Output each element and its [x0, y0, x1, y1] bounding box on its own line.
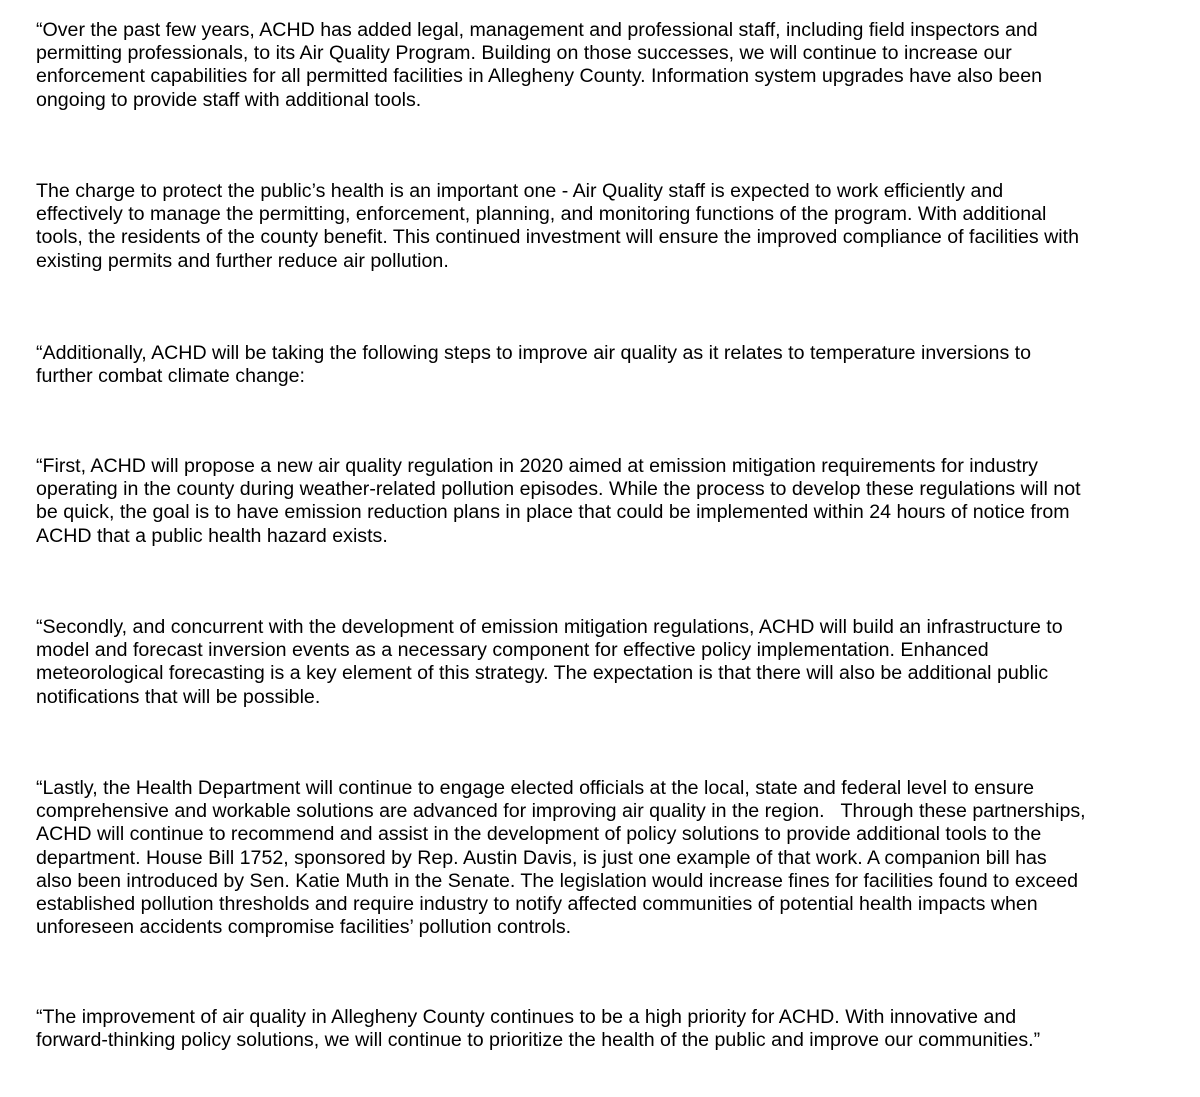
text-line: meteorological forecasting is a key element of this strategy. The expectation is that there will also be additional public — [36, 662, 1049, 685]
text-line: comprehensive and workable solutions are advanced for improving air quality in the region. Through these partnerships, — [36, 800, 1086, 823]
text-line: tools, the residents of the county benefit. This continued investment will ensure the improved compliance of facilities with — [36, 226, 1080, 249]
text-line: enforcement capabilities for all permitted facilities in Allegheny County. Information system upgrades have also been — [36, 65, 1042, 88]
text-line: be quick, the goal is to have emission reduction plans in place that could be implemented within 24 hours of notice from — [36, 501, 1070, 524]
text-line: established pollution thresholds and require industry to notify affected communities of potential health impacts when — [36, 893, 1038, 916]
text-line: unforeseen accidents compromise facilities’ pollution controls. — [36, 916, 572, 939]
text-line: “First, ACHD will propose a new air quality regulation in 2020 aimed at emission mitigation requirements for industry — [36, 455, 1038, 477]
text-line: operating in the county during weather-related pollution episodes. While the process to develop these regulations will not — [36, 478, 1081, 501]
paragraph-last-step — [36, 777, 1196, 939]
text-line: department. House Bill 1752, sponsored by Rep. Austin Davis, is just one example of that work. A companion bill has — [36, 846, 1047, 869]
text-line: ongoing to provide staff with additional tools. — [36, 88, 422, 111]
text-line: further combat climate change: — [36, 365, 306, 388]
paragraph-staff-additions — [36, 19, 1196, 112]
paragraph-first-step — [36, 455, 1196, 548]
text-line: model and forecast inversion events as a necessary component for effective policy implementation. Enhanced — [36, 639, 989, 662]
text-line: existing permits and further reduce air pollution. — [36, 249, 449, 272]
text-line: ACHD that a public health hazard exists. — [36, 524, 388, 547]
paragraph-additional-steps — [36, 342, 1196, 388]
paragraph-second-step — [36, 616, 1196, 709]
text-line: “Lastly, the Health Department will continue to engage elected officials at the local, state and federal level to ensure — [36, 777, 1035, 799]
text-line: ACHD will continue to recommend and assist in the development of policy solutions to provide additional tools to the — [36, 823, 1042, 846]
text-line: The charge to protect the public’s health is an important one - Air Quality staff is expected to work efficiently and — [36, 180, 1004, 202]
text-line: permitting professionals, to its Air Quality Program. Building on those successes, we will continue to increase our — [36, 42, 1012, 65]
text-line: also been introduced by Sen. Katie Muth in the Senate. The legislation would increase fines for facilities found to exceed — [36, 869, 1079, 892]
paragraph-public-health-charge — [36, 180, 1196, 273]
text-line: “Secondly, and concurrent with the development of emission mitigation regulations, ACHD will build an infrastructure to — [36, 616, 1063, 638]
text-line: notifications that will be possible. — [36, 685, 321, 708]
paragraph-closing — [36, 1006, 1196, 1052]
text-line: forward-thinking policy solutions, we will continue to prioritize the health of the public and improve our communities.” — [36, 1029, 1041, 1052]
text-line: “The improvement of air quality in Allegheny County continues to be a high priority for ACHD. With innovative and — [36, 1006, 1017, 1028]
text-line: “Additionally, ACHD will be taking the following steps to improve air quality as it relates to temperature inversions to — [36, 342, 1032, 364]
text-line: “Over the past few years, ACHD has added legal, management and professional staff, including field inspectors and — [36, 19, 1038, 41]
text-line: effectively to manage the permitting, enforcement, planning, and monitoring functions of the program. With additional — [36, 203, 1047, 226]
